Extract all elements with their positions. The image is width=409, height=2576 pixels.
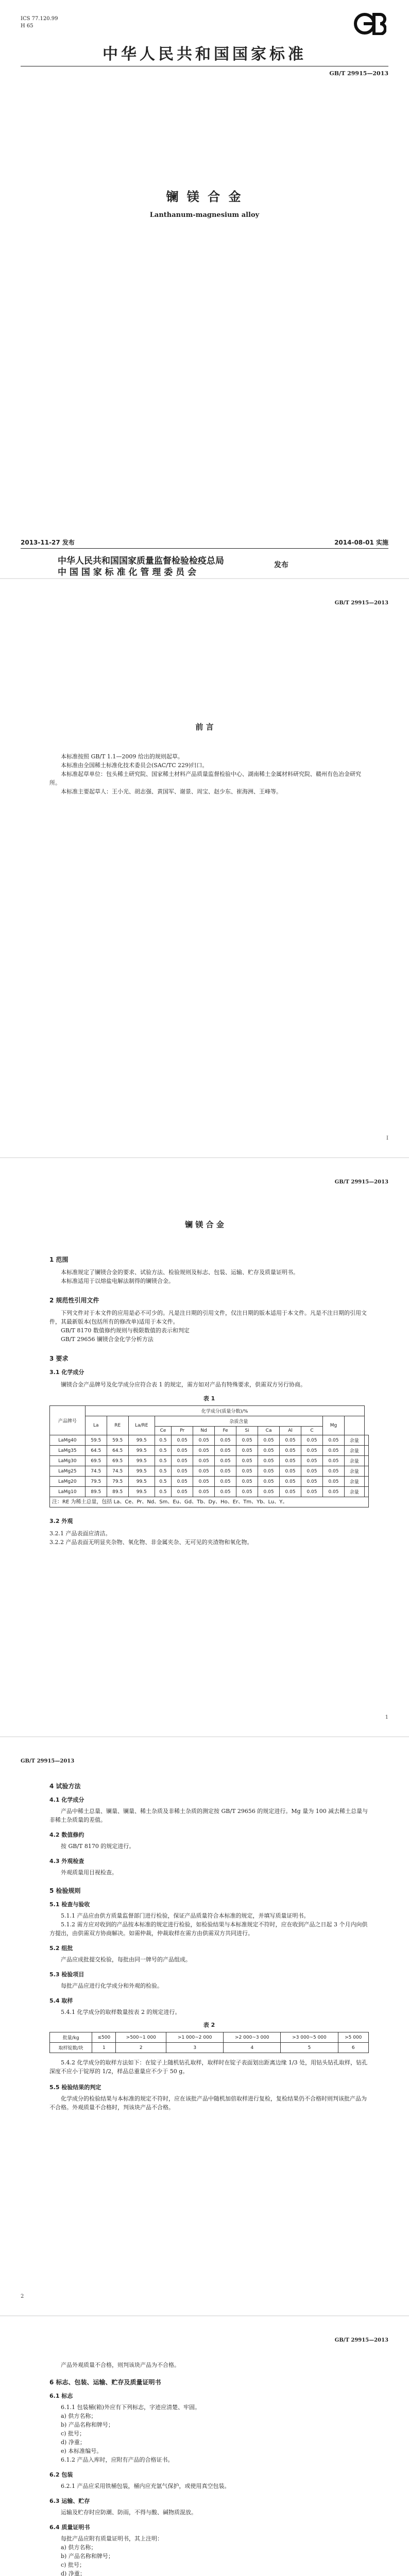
table-cell: 0.05 — [258, 1456, 280, 1466]
clause-item: 5.1.1 产品应由供方质量监督部门进行检验，保证产品质量符合本标准的规定，并填写质量证明书。 — [61, 1912, 310, 1919]
table-row — [50, 2032, 369, 2043]
table-cell: 0.05 — [301, 1456, 323, 1466]
section-heading: 4 试验方法 — [49, 1783, 81, 1790]
content-page-1 — [0, 1158, 409, 1735]
foreword-page — [0, 579, 409, 1156]
foreword-para: 本标准主要起草人：王小光、胡志强、黄国军、谢景、周宝、赵少东、崔海洲、王峰等。 — [61, 788, 282, 795]
table-cell: 99.5 — [128, 1446, 155, 1456]
table-cell: 0.05 — [301, 1466, 323, 1477]
table-header-cell: Fe — [215, 1427, 236, 1435]
table-cell: 0.05 — [322, 1487, 344, 1497]
table-cell: 4 — [224, 2043, 281, 2053]
foreword-para: 本标准由全国稀土标准化技术委员会(SAC/TC 229)归口。 — [61, 762, 208, 769]
table-cell: 99.5 — [128, 1435, 155, 1446]
subsection-heading: 5.4 取样 — [49, 1997, 73, 2004]
table-caption: 表 2 — [203, 2022, 215, 2028]
table-header-cell: RE — [107, 1416, 128, 1435]
table-cell: 0.05 — [215, 1446, 236, 1456]
reference-item: GB/T 8170 数值修约规则与极限数值的表示和判定 — [61, 1327, 190, 1334]
table-cell: 0.05 — [236, 1477, 258, 1487]
certificate-list — [49, 2543, 369, 2576]
table-cell: 0.05 — [172, 1487, 193, 1497]
clause-item: 3.2.1 产品表面应清洁。 — [49, 1530, 111, 1537]
subsection-heading: 5.3 检验项目 — [49, 1971, 84, 1978]
sampling-table — [49, 2032, 369, 2053]
table-cell: 0.05 — [172, 1456, 193, 1466]
list-item: d) 净重； — [61, 2439, 86, 2446]
table-header-cell: Nd — [193, 1427, 215, 1435]
subsection-heading: 5.2 组批 — [49, 1945, 73, 1952]
table-cell — [364, 1446, 368, 1456]
table-cell: 99.5 — [128, 1477, 155, 1487]
table-cell: 0.5 — [155, 1487, 171, 1497]
table-cell: 0.05 — [215, 1487, 236, 1497]
table-header-row — [50, 1406, 369, 1416]
table-row — [50, 1446, 369, 1456]
table-cell: 0.5 — [155, 1477, 171, 1487]
table-cell — [364, 1435, 368, 1446]
table-cell: 5 — [281, 2043, 338, 2053]
list-item: c) 批号； — [61, 2430, 85, 2437]
page-header-std: GB/T 29915—2013 — [334, 600, 388, 606]
foreword-para: 本标准起草单位：包头稀土研究院、国家稀土材料产品质量监督检验中心、湖南稀土金属材料研究院、赣州有色冶金研究所。 — [49, 771, 361, 786]
body-content — [49, 1782, 369, 2112]
section-text: 5.4.1 化学成分的取样数量按表 2 的规定进行。 — [61, 2009, 181, 2015]
table-cell: LaMg10 — [50, 1487, 86, 1497]
clause-item: 6.1.2 产品入库时，应附有产品的合格证书。 — [61, 2456, 174, 2463]
table-header-cell: C — [301, 1427, 323, 1435]
table-header-cell: 杂质含量 — [155, 1416, 322, 1427]
table-cell: 余量 — [344, 1477, 364, 1487]
table-header-cell: Ca — [258, 1427, 280, 1435]
table-cell: 2 — [116, 2043, 166, 2053]
body-content — [49, 1255, 369, 1547]
table-cell: LaMg40 — [50, 1435, 86, 1446]
list-item: a) 供方名称； — [61, 2413, 97, 2419]
table-row — [50, 1456, 369, 1466]
table-cell: 74.5 — [107, 1466, 128, 1477]
section-text: 运输及贮存时应防潮、防雨，不得与酸、碱物质混放。 — [61, 2509, 197, 2516]
table-cell: 0.05 — [258, 1477, 280, 1487]
subsection-heading: 5.1 检查与验收 — [49, 1901, 90, 1908]
table-cell: 0.05 — [280, 1487, 301, 1497]
table-cell: 6 — [338, 2043, 368, 2053]
table-header-cell: La — [85, 1416, 107, 1435]
table-header-cell: Ce — [155, 1427, 171, 1435]
cover-page — [0, 0, 409, 577]
foreword-body — [49, 752, 369, 796]
table-cell: 0.05 — [172, 1466, 193, 1477]
page-header-std: GB/T 29915—2013 — [334, 1179, 388, 1185]
table-cell: 0.05 — [193, 1487, 215, 1497]
table-cell: 0.05 — [193, 1435, 215, 1446]
table-cell: >500~1 000 — [116, 2032, 166, 2043]
subsection-heading: 6.3 运输、贮存 — [49, 2498, 90, 2504]
table-cell: 余量 — [344, 1487, 364, 1497]
subsection-heading: 6.4 质量证明书 — [49, 2524, 90, 2531]
table-cell: 0.5 — [155, 1456, 171, 1466]
table-cell: 0.05 — [215, 1435, 236, 1446]
table-cell: 0.05 — [280, 1477, 301, 1487]
table-caption: 表 1 — [203, 1395, 215, 1402]
table-row — [50, 1477, 369, 1487]
section-text: 5.4.2 化学成分的取样方法如下：在锭子上随机钻孔取样，取样时在锭子表面划出距离边缘 1/3 处，用钻头钻孔取样，钻孔深度不应小于锭厚的 1/2，样品总重量应不少于 50 g。 — [49, 2059, 368, 2075]
reference-item: GB/T 29656 镧镁合金化学分析方法 — [61, 1336, 154, 1343]
table-cell: 0.05 — [280, 1456, 301, 1466]
table-cell: 69.5 — [85, 1456, 107, 1466]
section-heading: 1 范围 — [49, 1256, 69, 1263]
table-cell: 0.05 — [193, 1456, 215, 1466]
table-header-cell: 取样锭数/块 — [50, 2043, 92, 2053]
section-text: 按 GB/T 8170 的规定进行。 — [61, 1843, 135, 1850]
marking-list — [49, 2412, 369, 2455]
implementation-date: 2014-08-01 实施 — [334, 539, 388, 546]
chemical-composition-table — [49, 1405, 369, 1497]
section-heading: 5 检验规则 — [49, 1887, 81, 1894]
issuer-suffix: 发布 — [274, 561, 288, 569]
table-cell: ≤500 — [92, 2032, 116, 2043]
table-cell: 3 — [166, 2043, 224, 2053]
table-cell: 余量 — [344, 1446, 364, 1456]
table-header-cell: 批量/kg — [50, 2032, 92, 2043]
title-cn: 镧 镁 合 金 — [166, 190, 243, 204]
page-number: 1 — [385, 1715, 388, 1720]
table-header-row — [50, 1416, 369, 1427]
table-cell: >3 000~5 000 — [281, 2032, 338, 2043]
table-cell: 0.05 — [193, 1477, 215, 1487]
section-text: 化学成分的检验结果与本标准的规定不符时，应在该批产品中随机加倍取样进行复检，复检结果仍不合格时则判该批产品为不合格。外观质量不合格时，判该块产品不合格。 — [49, 2095, 367, 2111]
table-cell: 89.5 — [85, 1487, 107, 1497]
section-heading: 3 要求 — [49, 1355, 69, 1362]
table-cell: 0.05 — [236, 1435, 258, 1446]
foreword-para: 本标准按照 GB/T 1.1—2009 给出的规则起草。 — [61, 753, 183, 760]
table-cell: 余量 — [344, 1466, 364, 1477]
table-cell: 99.5 — [128, 1487, 155, 1497]
table-cell: 69.5 — [107, 1456, 128, 1466]
issue-date: 2013-11-27 发布 — [21, 539, 75, 546]
table-cell — [364, 1487, 368, 1497]
table-cell: 0.05 — [172, 1477, 193, 1487]
foreword-title: 前 言 — [195, 722, 214, 732]
clause-item: 5.1.2 需方应对收到的产品按本标准的规定进行检验，如检验结果与本标准规定不符时，应在收到产品之日起 3 个月内向供方提出，由供需双方协商解决。如需仲裁，仲裁取样在需方由供需双方共同进行。 — [49, 1921, 368, 1937]
table-cell: >5 000 — [338, 2032, 368, 2043]
table-row — [50, 1466, 369, 1477]
table-cell: 0.05 — [322, 1435, 344, 1446]
table-cell: 0.05 — [215, 1466, 236, 1477]
table-header-cell: Al — [280, 1427, 301, 1435]
title-en: Lanthanum-magnesium alloy — [149, 211, 260, 219]
table-cell: 0.05 — [236, 1466, 258, 1477]
table-cell: 0.05 — [280, 1435, 301, 1446]
table-cell: 64.5 — [107, 1446, 128, 1456]
body-content — [49, 2361, 369, 2576]
table-cell: 99.5 — [128, 1456, 155, 1466]
table-cell: 0.05 — [172, 1435, 193, 1446]
content-page-2 — [0, 1737, 409, 2314]
section-text: 产品中稀土总量、镧量、镧量、稀土杂质及非稀土杂质的测定按 GB/T 29656 的规定进行。Mg 量为 100 减去稀土总量与非稀土杂质量的差值。 — [49, 1808, 368, 1823]
table-cell: LaMg25 — [50, 1466, 86, 1477]
table-header-cell: La/RE — [128, 1416, 155, 1435]
table-cell: 0.05 — [236, 1487, 258, 1497]
table-cell — [364, 1466, 368, 1477]
clause-item: 6.2.1 产品应采用铁桶包装，桶内应充氩气保护，或使用真空包装。 — [61, 2483, 230, 2489]
table-cell: 0.5 — [155, 1466, 171, 1477]
clause-item: 6.1.1 包装桶(箱)外应有下列标志，字迹应清楚、牢固。 — [61, 2404, 201, 2411]
subsection-heading: 6.1 标志 — [49, 2393, 73, 2399]
section-text: 每批产品应附有质量证明书，其上注明： — [61, 2535, 163, 2542]
table-cell: 0.05 — [301, 1477, 323, 1487]
table-cell: 0.05 — [215, 1456, 236, 1466]
issuer-line-2: 中 国 国 家 标 准 化 管 理 委 员 会 — [58, 567, 197, 578]
org-title: 中华人民共和国国家标准 — [103, 45, 306, 63]
list-item: c) 批号； — [61, 2562, 85, 2568]
table-cell: 79.5 — [107, 1477, 128, 1487]
list-item: b) 产品名称和牌号； — [61, 2553, 114, 2560]
subsection-heading: 4.3 外观检查 — [49, 1858, 84, 1865]
table-cell: 0.05 — [193, 1466, 215, 1477]
section-heading: 2 规范性引用文件 — [49, 1297, 99, 1304]
content-page-3 — [0, 2316, 409, 2576]
issuer-line-1: 中华人民共和国国家质量监督检验检疫总局 — [58, 556, 224, 566]
table-header-cell: Si — [236, 1427, 258, 1435]
list-item: d) 净重； — [61, 2570, 86, 2576]
section-text: 产品外观质量不合格，则判该块产品为不合格。 — [61, 2362, 180, 2368]
section-text: 下列文件对于本文件的应用是必不可少的。凡是注日期的引用文件，仅注日期的版本适用于本文件。凡是不注日期的引用文件，其最新版本(包括所有的修改单)适用于本文件。 — [49, 1310, 367, 1325]
cover-rule-bottom — [21, 548, 388, 549]
table-cell: 0.05 — [280, 1446, 301, 1456]
table-cell: 0.05 — [322, 1456, 344, 1466]
table-row — [50, 1435, 369, 1446]
table-cell: 0.05 — [193, 1446, 215, 1456]
section-text: 外观质量用目视检查。 — [61, 1869, 117, 1876]
table-cell: 0.05 — [258, 1466, 280, 1477]
table-row — [50, 1487, 369, 1497]
table-cell: 74.5 — [85, 1466, 107, 1477]
subsection-heading: 4.1 化学成分 — [49, 1797, 84, 1803]
table-cell: 0.05 — [258, 1446, 280, 1456]
table-cell: 余量 — [344, 1456, 364, 1466]
table-cell: 0.05 — [236, 1456, 258, 1466]
ics-code: ICS 77.120.99 — [21, 16, 58, 22]
subsection-heading: 4.2 数值修约 — [49, 1832, 84, 1838]
subsection-heading: 6.2 包装 — [49, 2471, 73, 2478]
page-header-std: GB/T 29915—2013 — [21, 1758, 75, 1764]
table-cell: 0.05 — [301, 1435, 323, 1446]
table-cell: 0.05 — [322, 1446, 344, 1456]
table-cell: 99.5 — [128, 1466, 155, 1477]
table-cell: 余量 — [344, 1435, 364, 1446]
table-header-cell: Mg — [322, 1416, 344, 1435]
table-cell: LaMg30 — [50, 1456, 86, 1466]
table-header-cell: 化学成分(质量分数)/% — [85, 1406, 364, 1416]
table-cell: >2 000~3 000 — [224, 2032, 281, 2043]
list-item: e) 本标准编号。 — [61, 2448, 103, 2454]
table-header-cell — [344, 1416, 364, 1435]
table-cell: 59.5 — [85, 1435, 107, 1446]
standard-number: GB/T 29915—2013 — [329, 70, 388, 77]
clause-item: 3.2.2 产品表面无明显夹杂物、氧化物、非金属夹杂、无可见的夹渣物和氧化物。 — [49, 1539, 253, 1546]
table-cell — [364, 1477, 368, 1487]
table-cell: 0.05 — [258, 1487, 280, 1497]
table-cell: 0.05 — [258, 1435, 280, 1446]
table-cell: 59.5 — [107, 1435, 128, 1446]
table-cell: 79.5 — [85, 1477, 107, 1487]
table-cell: 0.05 — [236, 1446, 258, 1456]
table-cell: LaMg20 — [50, 1477, 86, 1487]
table-cell: 1 — [92, 2043, 116, 2053]
section-text: 本标准适用于以熔盐电解法制得的镧镁合金。 — [61, 1278, 174, 1284]
page-number: 2 — [21, 2294, 24, 2299]
table-cell: 0.05 — [322, 1466, 344, 1477]
section-heading: 6 标志、包装、运输、贮存及质量证明书 — [49, 2379, 161, 2386]
table-note: 注：RE 为稀土总量，包括 La、Ce、Pr、Nd、Sm、Eu、Gd、Tb、Dy、Ho、Er、Tm、Yb、Lu、Y。 — [49, 1497, 369, 1507]
ccs-code: H 65 — [21, 23, 33, 29]
page-header-std: GB/T 29915—2013 — [334, 2337, 388, 2343]
table-cell: 0.05 — [280, 1466, 301, 1477]
table-cell: 89.5 — [107, 1487, 128, 1497]
section-text: 本标准规定了镧镁合金的要求、试验方法、检验规则及标志、包装、运输、贮存及质量证明书。 — [61, 1269, 299, 1276]
table-cell: 0.5 — [155, 1435, 171, 1446]
table-body — [50, 1435, 369, 1497]
table-cell: 0.05 — [301, 1487, 323, 1497]
section-text: 镧镁合金产品牌号及化学成分应符合表 1 的规定，需方如对产品有特殊要求，供需双方另行协商。 — [61, 1381, 306, 1388]
list-item: b) 产品名称和牌号； — [61, 2421, 114, 2428]
page-number: I — [386, 1136, 388, 1141]
table-cell: 0.5 — [155, 1446, 171, 1456]
table-cell: 0.05 — [301, 1446, 323, 1456]
table-cell: LaMg35 — [50, 1446, 86, 1456]
subsection-heading: 3.2 外观 — [49, 1518, 73, 1524]
table-cell: 0.05 — [215, 1477, 236, 1487]
gb-logo — [353, 12, 386, 35]
gb-logo-mark — [353, 12, 386, 35]
table-cell: >1 000~2 000 — [166, 2032, 224, 2043]
section-text: 每批产品应进行化学成分和外观的检验。 — [61, 1982, 163, 1989]
section-text: 产品应成批提交检验，每批由同一牌号的产品组成。 — [61, 1956, 191, 1963]
table-cell: 64.5 — [85, 1446, 107, 1456]
table-cell: 0.05 — [172, 1446, 193, 1456]
subsection-heading: 5.5 检验结果的判定 — [49, 2084, 101, 2091]
list-item: a) 供方名称； — [61, 2544, 97, 2551]
table-cell — [364, 1456, 368, 1466]
table-header-cell: Pr — [172, 1427, 193, 1435]
table-row — [50, 2043, 369, 2053]
body-title: 镧 镁 合 金 — [185, 1220, 224, 1229]
table-header-cell: 产品牌号 — [50, 1406, 86, 1435]
table-cell: 0.05 — [322, 1477, 344, 1487]
subsection-heading: 3.1 化学成分 — [49, 1369, 84, 1376]
